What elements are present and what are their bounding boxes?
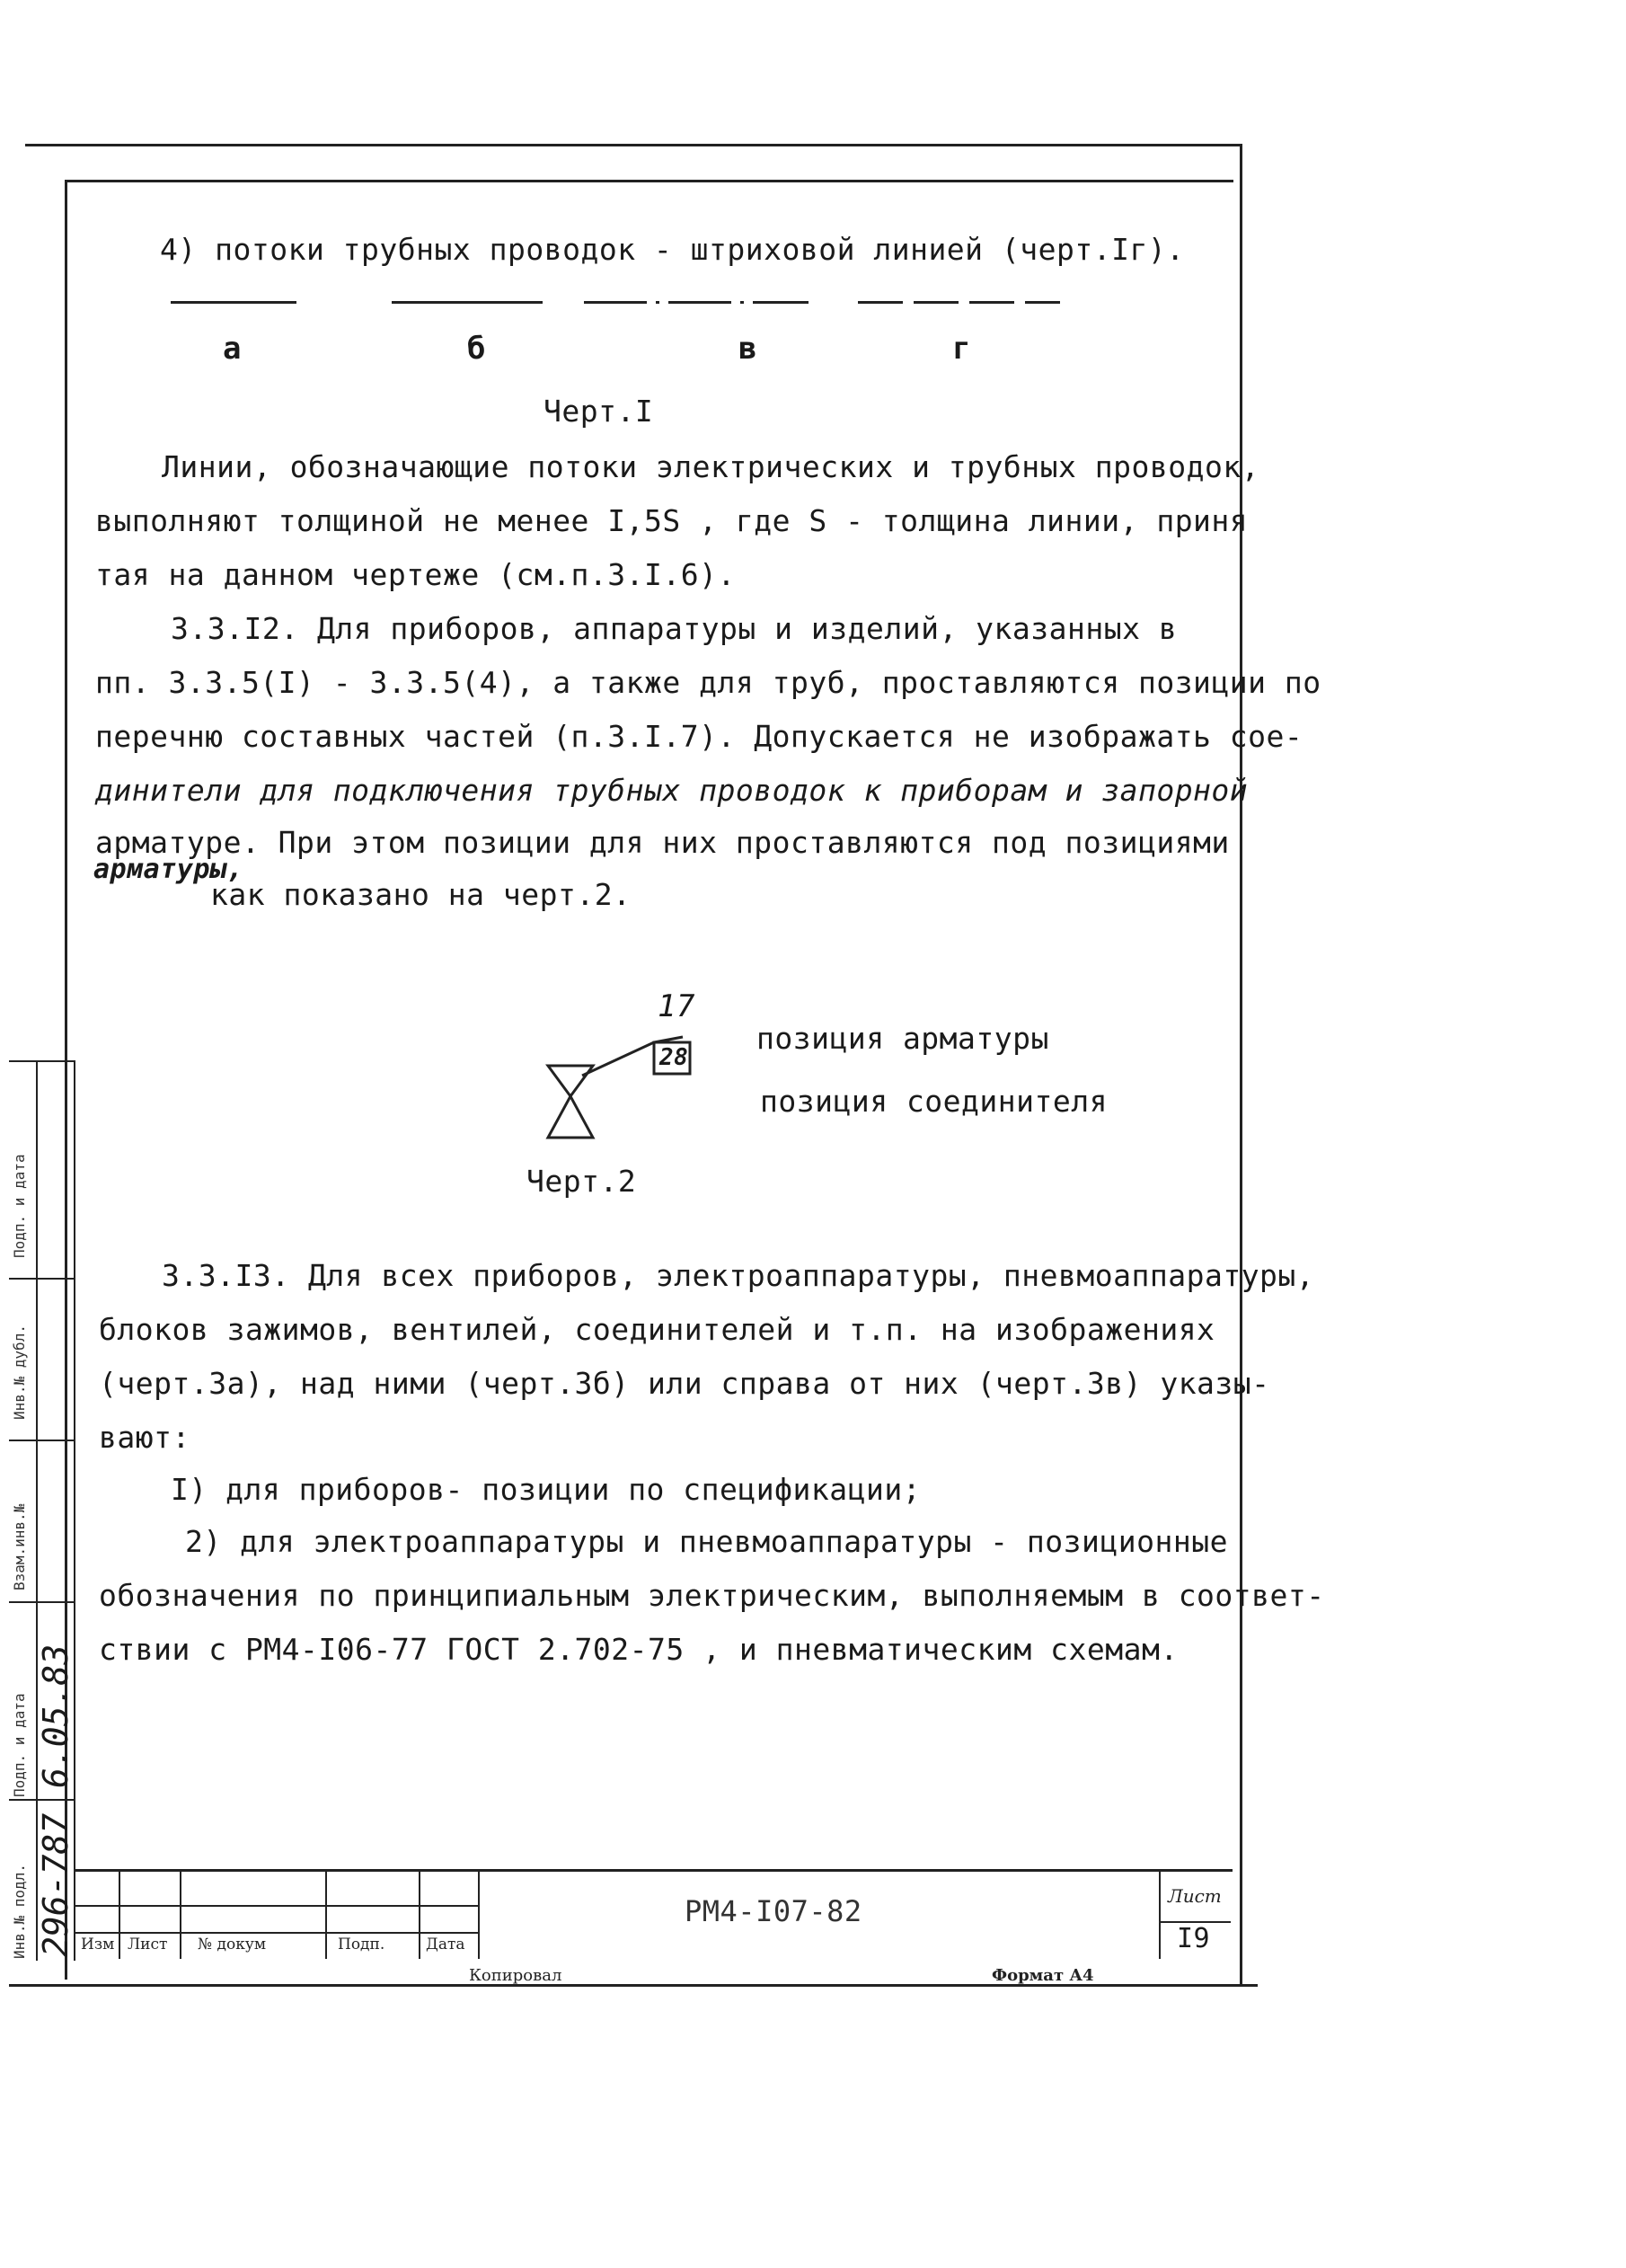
frame-right	[1240, 144, 1242, 1986]
p2-line-2: пп. 3.3.5(I) - 3.3.5(4), а также для труб, проставляются позиции по	[95, 665, 1321, 700]
p2-line-3: перечню составных частей (п.3.I.7). Допускается не изображать сое-	[95, 719, 1303, 754]
p3-line-6: 2) для электроаппаратуры и пневмоаппаратуры - позиционные	[185, 1524, 1228, 1559]
item-4-text: 4) потоки трубных проводок - штриховой линией (черт.Iг).	[160, 232, 1185, 267]
p1-line-2: выполняют толщиной не менее I,5S , где S - толщина линии, приня	[95, 503, 1249, 538]
tb-col-sheet	[1159, 1869, 1161, 1959]
copied-label: Копировал	[469, 1966, 562, 1985]
tb-col-5	[478, 1869, 480, 1959]
valve-figure	[530, 979, 737, 1159]
p2-line-1: 3.3.I2. Для приборов, аппаратуры и изделий, указанных в	[171, 611, 1178, 646]
side-label-inv-dubl: Инв.№ дубл.	[11, 1324, 28, 1420]
valve-triangle-bottom-icon	[548, 1096, 593, 1138]
sheet-number: I9	[1177, 1923, 1211, 1954]
line-sample-thick	[392, 301, 543, 304]
p3-line-1: 3.3.I3. Для всех приборов, электроаппаратуры, пневмоаппаратуры,	[162, 1258, 1315, 1293]
side-label-podp-data-2: Подп. и дата	[11, 1154, 28, 1258]
p3-line-2: блоков зажимов, вентилей, соединителей и т.п. на изображениях	[99, 1312, 1215, 1347]
side-label-podp-data: Подп. и дата	[11, 1693, 28, 1797]
tb-col-3	[325, 1869, 327, 1959]
format-label: Формат А4	[992, 1966, 1094, 1985]
label-b: б	[467, 331, 486, 367]
frame-outer-top	[25, 144, 1242, 146]
p3-line-5: I) для приборов- позиции по спецификации;	[171, 1472, 922, 1507]
p3-line-7: обозначения по принципиальным электрическим, выполняемым в соответ-	[99, 1578, 1325, 1613]
valve-triangle-top-icon	[548, 1066, 593, 1096]
side-label-vzam: Взам.инв.№	[11, 1503, 28, 1590]
p2-line-6: как показано на черт.2.	[210, 877, 632, 912]
tb-col-4	[419, 1869, 420, 1959]
position-number-box: 28	[659, 1044, 689, 1071]
p3-line-3: (черт.3а), над ними (черт.3б) или справа от них (черт.3в) указы-	[99, 1366, 1270, 1401]
tb-label-sheet: Лист	[1168, 1885, 1222, 1907]
tb-label-data: Дата	[426, 1936, 465, 1953]
p1-line-1: Линии, обозначающие потоки электрических и трубных проводок,	[162, 449, 1260, 484]
side-label-inv-podl: Инв.№ подл.	[11, 1864, 28, 1959]
p2-handwritten-insert: арматуры,	[93, 854, 244, 885]
leader-line	[582, 1042, 654, 1076]
chert-2-caption: Черт.2	[526, 1164, 637, 1199]
line-sample-dashdot	[584, 301, 809, 304]
p3-line-4: вают:	[99, 1420, 190, 1455]
figure-label-connector: позиция соединителя	[760, 1084, 1108, 1119]
tb-label-podp: Подп.	[338, 1936, 385, 1953]
document-code: РМ4-I07-82	[685, 1894, 862, 1928]
line-sample-dashed	[858, 301, 1060, 304]
chert-1-caption: Черт.I	[543, 394, 654, 429]
label-v: в	[738, 331, 757, 367]
side-handwritten-date: 6.05.83	[36, 1643, 75, 1788]
title-block-top-line	[75, 1869, 1233, 1872]
tb-label-doc: № докум	[198, 1936, 267, 1953]
label-g: г	[952, 331, 971, 367]
p3-line-8: ствии с РМ4-I06-77 ГОСТ 2.702-75 , и пневматическим схемам.	[99, 1632, 1179, 1667]
p2-line-5: арматуре. При этом позиции для них проставляются под позициями	[95, 825, 1230, 860]
tb-col-2	[180, 1869, 181, 1959]
tb-label-list: Лист	[128, 1936, 168, 1953]
line-sample-solid	[171, 301, 296, 304]
tb-label-izm: Изм	[81, 1936, 115, 1953]
side-handwritten-inv: 296-787	[36, 1812, 75, 1957]
position-number-top: 17	[658, 988, 695, 1024]
figure-label-armature: позиция арматуры	[756, 1021, 1049, 1056]
p1-line-3: тая на данном чертеже (см.п.3.I.6).	[95, 557, 736, 592]
p2-line-4: динители для подключения трубных проводок к приборам и запорной	[95, 773, 1249, 808]
label-a: а	[223, 331, 242, 367]
tb-col-1	[119, 1869, 120, 1959]
